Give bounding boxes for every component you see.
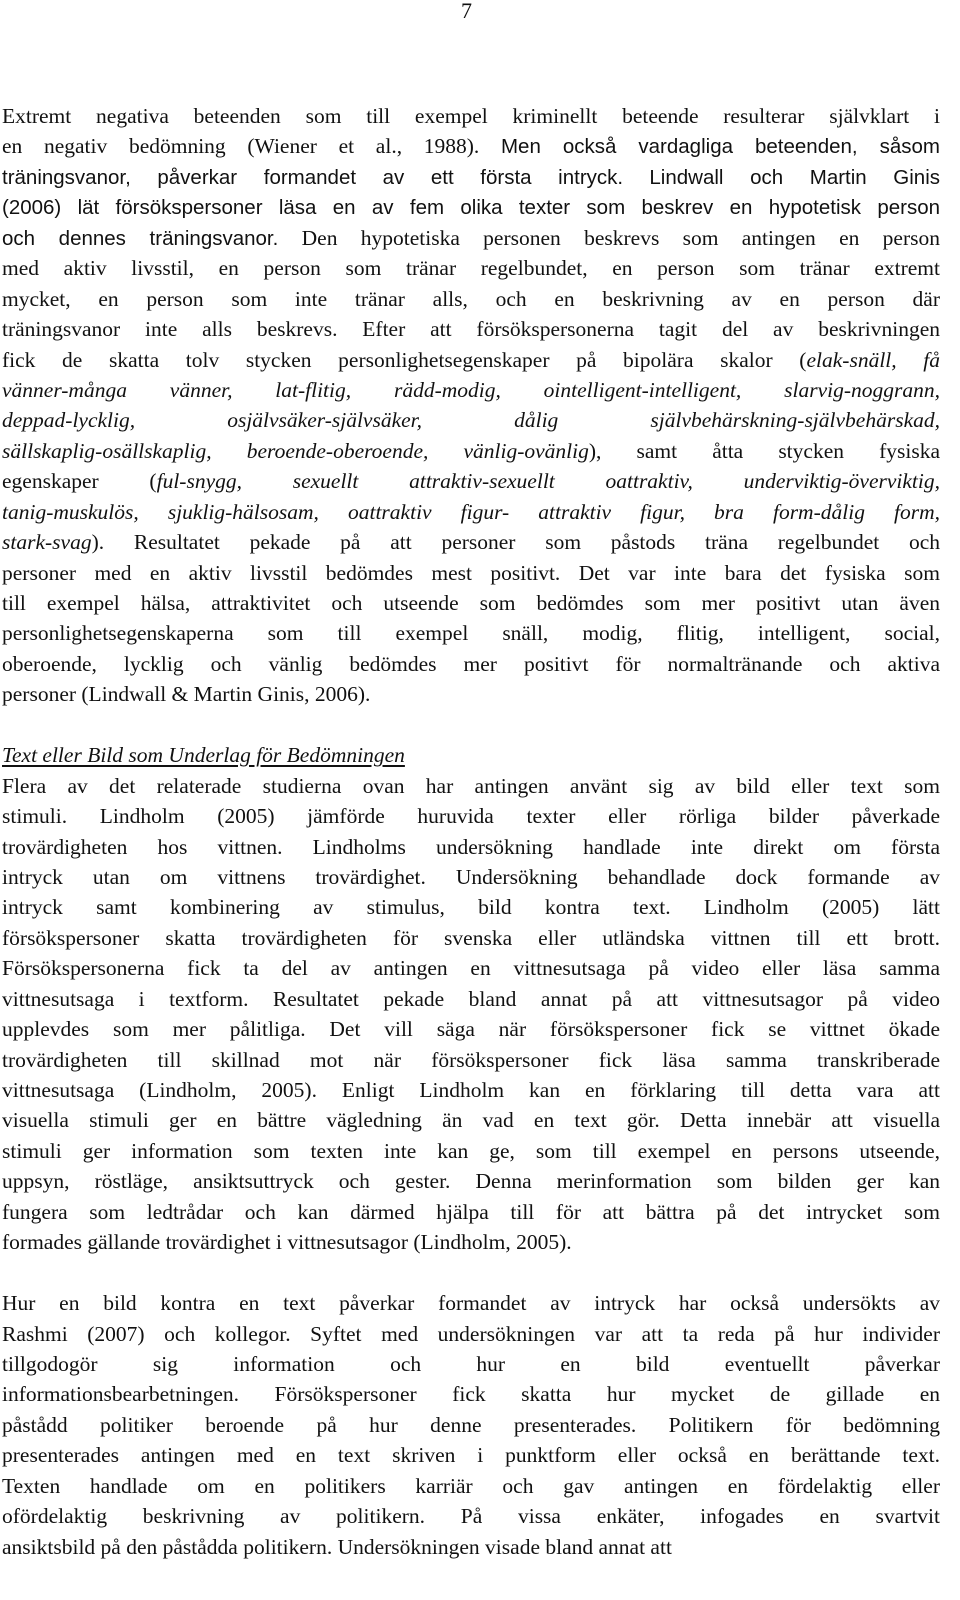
text-segment: Extremt negativa beteenden som till exempel kriminellt beteende resulterar självklart i — [2, 104, 940, 128]
text-line — [2, 1136, 940, 1166]
text-line — [2, 1014, 940, 1044]
text-segment: Hur en bild kontra en text påverkar formandet av intryck har också undersökts av — [2, 1291, 940, 1316]
text-segment: påstådd politiker beroende på hur denne presenterades. Politikern för bedömning — [2, 1412, 940, 1437]
text-line — [2, 131, 940, 161]
text-segment: visuella stimuli ger en bättre vägledning än vad en text gör. Detta innebär att visuella — [2, 1108, 940, 1133]
text-segment: intryck utan om vittnens trovärdighet. Undersökning behandlade dock formande av — [2, 864, 940, 889]
text-line — [2, 1105, 940, 1135]
text-line — [2, 1197, 940, 1227]
text-line — [2, 1288, 940, 1318]
text-segment: träningsvanor inte alls beskrevs. Efter att försökspersonerna tagit del av beskrivningen — [2, 317, 940, 342]
text-line — [2, 588, 940, 618]
text-line — [2, 436, 940, 466]
text-line — [2, 1349, 940, 1379]
text-segment — [623, 165, 649, 189]
text-segment: försökspersoner skatta trovärdigheten för svenska eller utländska vittnen till ett brott. — [2, 925, 940, 950]
italic-text-segment: elak-snäll, få — [806, 347, 940, 372]
text-line — [2, 192, 940, 222]
text-segment: Lindwall och Martin Ginis — [649, 165, 941, 189]
text-segment: informationsbearbetningen. Försökspersoner fick skatta hur mycket de gillade en — [2, 1382, 940, 1407]
text-segment: fick de skatta tolv stycken personlighetsegenskaper på bipolära skalor ( — [2, 347, 807, 372]
text-segment: ), samt åtta stycken fysiska — [588, 438, 940, 463]
text-line — [2, 162, 940, 192]
text-line — [2, 466, 940, 496]
text-segment: Den hypotetiska personen beskrevs som antingen en person — [278, 225, 940, 250]
section-heading: Text eller Bild som Underlag för Bedömningen — [2, 743, 405, 768]
text-line — [2, 1166, 940, 1196]
italic-text-segment: ful-snygg, sexuellt attraktiv-sexuellt oattraktiv, underviktig-överviktig, — [156, 469, 941, 494]
text-line — [2, 1501, 940, 1531]
text-line — [2, 679, 940, 709]
text-segment: ansiktsbild på den påstådda politikern. Undersökningen visade bland annat att — [2, 1534, 672, 1559]
text-line — [2, 1075, 940, 1105]
text-line — [2, 618, 940, 648]
text-line — [2, 558, 940, 588]
paragraph-image-vs-text — [2, 771, 940, 1258]
paragraph-gap — [2, 1258, 940, 1288]
text-segment: fungera som ledtrådar och kan därmed hjälpa till för att bättra på det intrycket som — [2, 1199, 940, 1224]
text-line — [2, 375, 940, 405]
italic-text-segment: stark-svag — [2, 530, 92, 555]
text-line — [2, 1440, 940, 1470]
italic-text-segment: deppad-lycklig, osjälvsäker-självsäker, dålig självbehärskning-självbehärskad, — [2, 408, 940, 433]
italic-text-segment: sällskaplig-osällskaplig, beroende-oberoende, vänlig-ovänlig — [2, 438, 589, 463]
text-line — [2, 649, 940, 679]
text-segment: presenterades antingen med en text skriven i punktform eller också en berättande text. — [2, 1443, 940, 1468]
text-line — [2, 771, 940, 801]
text-line — [2, 253, 940, 283]
text-segment: Flera av det relaterade studierna ovan har antingen använt sig av bild eller text som — [2, 773, 940, 798]
text-segment: ). Resultatet pekade på att personer som påstods träna regelbundet och — [91, 530, 940, 555]
text-segment: trovärdigheten hos vittnen. Lindholms undersökning handlade inte direkt om första — [2, 834, 940, 859]
text-segment: Men också vardagliga beteenden, såsom — [500, 135, 940, 159]
italic-text-segment: tanig-muskulös, sjuklig-hälsosam, oattraktiv figur- attraktiv figur, bra form-dålig form, — [2, 499, 940, 524]
text-segment: Texten handlade om en politikers karriär och gav antingen en fördelaktig eller — [2, 1473, 940, 1498]
text-line — [2, 1227, 940, 1257]
text-line — [2, 801, 940, 831]
text-segment: (2006) lät försökspersoner läsa en av fem olika texter som beskrev en hypotetisk person — [2, 196, 940, 220]
page-number: 7 — [461, 0, 472, 23]
text-segment: intryck samt kombinering av stimulus, bild kontra text. Lindholm (2005) lätt — [2, 895, 940, 920]
text-line — [2, 284, 940, 314]
text-segment: till exempel hälsa, attraktivitet och utseende som bedömdes som mer positivt utan även — [2, 591, 940, 615]
paragraph-rashmi-study — [2, 1288, 940, 1562]
text-line — [2, 223, 940, 253]
text-segment: Rashmi (2007) och kollegor. Syftet med undersökningen var att ta reda på hur individer — [2, 1321, 940, 1346]
text-line — [2, 1410, 940, 1440]
text-line — [2, 1319, 940, 1349]
text-line — [2, 101, 940, 131]
text-line — [2, 984, 940, 1014]
text-segment: oberoende, lycklig och vänlig bedömdes mer positivt för normaltränande och aktiva — [2, 651, 940, 676]
text-segment: personlighetsegenskaperna som till exempel snäll, modig, flitig, intelligent, social, — [2, 621, 940, 646]
text-line — [2, 345, 940, 375]
text-line — [2, 497, 940, 527]
text-segment: vittnesutsaga i textform. Resultatet pekade bland annat på att vittnesutsagor på video — [2, 986, 940, 1011]
text-line — [2, 892, 940, 922]
text-line — [2, 314, 940, 344]
italic-text-segment: vänner-många vänner, lat-flitig, rädd-modig, ointelligent-intelligent, slarvig-noggrann, — [2, 377, 940, 402]
paragraph-impression-study — [2, 101, 940, 710]
text-line — [2, 953, 940, 983]
page-body — [2, 101, 940, 1562]
text-line — [2, 923, 940, 953]
text-segment: trovärdigheten till skillnad mot när försökspersoner fick läsa samma transkriberade — [2, 1047, 940, 1072]
text-segment: ofördelaktig beskrivning av politikern. På vissa enkäter, infogades en svartvit — [2, 1504, 940, 1529]
text-segment: Försökspersonerna fick ta del av antingen en vittnesutsaga på video eller läsa samma — [2, 956, 940, 981]
text-segment: upplevdes som mer pålitliga. Det vill säga när försökspersoner fick se vittnet ökade — [2, 1017, 940, 1042]
text-segment: tillgodogör sig information och hur en bild eventuellt påverkar — [2, 1351, 940, 1376]
text-segment: med aktiv livsstil, en person som tränar regelbundet, en person som tränar extremt — [2, 256, 940, 281]
text-segment: och dennes träningsvanor. — [2, 226, 279, 250]
text-segment: egenskaper ( — [2, 469, 157, 494]
text-line — [2, 862, 940, 892]
text-segment: träningsvanor, påverkar formandet av ett första intryck. — [2, 165, 624, 189]
text-line — [2, 1045, 940, 1075]
text-line — [2, 527, 940, 557]
text-line — [2, 1532, 940, 1562]
text-line — [2, 405, 940, 435]
text-line — [2, 1471, 940, 1501]
text-segment: personer med en aktiv livsstil bedömdes mest positivt. Det var inte bara det fysiska som — [2, 560, 940, 585]
text-segment: en negativ bedömning (Wiener et al., 1988). — [2, 134, 501, 159]
text-segment: personer (Lindwall & Martin Ginis, 2006). — [2, 682, 371, 707]
text-segment: uppsyn, röstläge, ansiktsuttryck och gester. Denna merinformation som bilden ger kan — [2, 1169, 940, 1194]
paragraph-gap — [2, 710, 940, 740]
text-segment: vittnesutsaga (Lindholm, 2005). Enligt Lindholm kan en förklaring till detta vara att — [2, 1078, 940, 1102]
text-segment: mycket, en person som inte tränar alls, och en beskrivning av en person där — [2, 286, 940, 311]
text-line — [2, 1379, 940, 1409]
text-segment: stimuli. Lindholm (2005) jämförde huruvida texter eller rörliga bilder påverkade — [2, 804, 940, 829]
text-line — [2, 832, 940, 862]
text-segment: stimuli ger information som texten inte kan ge, som till exempel en persons utseende, — [2, 1138, 940, 1163]
text-segment: formades gällande trovärdighet i vittnesutsagor (Lindholm, 2005). — [2, 1230, 572, 1255]
